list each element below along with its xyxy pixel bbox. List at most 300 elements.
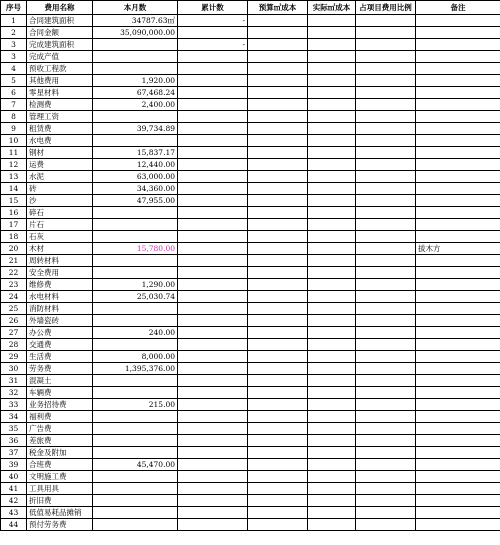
budget-cost-cell[interactable] [248, 315, 308, 327]
cost-ratio-cell[interactable] [356, 123, 416, 135]
actual-cost-cell[interactable] [308, 15, 356, 27]
monthly-amount-cell[interactable]: 45,470.00 [93, 459, 178, 471]
cost-ratio-cell[interactable] [356, 279, 416, 291]
cumulative-cell[interactable] [178, 183, 248, 195]
cost-ratio-cell[interactable] [356, 171, 416, 183]
expense-name-cell[interactable]: 消防材料 [27, 303, 93, 315]
cumulative-cell[interactable] [178, 135, 248, 147]
actual-cost-cell[interactable] [308, 423, 356, 435]
budget-cost-cell[interactable] [248, 195, 308, 207]
remark-cell[interactable] [416, 75, 500, 87]
remark-cell[interactable] [416, 99, 500, 111]
monthly-amount-cell[interactable] [93, 267, 178, 279]
remark-cell[interactable] [416, 279, 500, 291]
remark-cell[interactable] [416, 471, 500, 483]
expense-name-cell[interactable]: 劳务费 [27, 363, 93, 375]
actual-cost-cell[interactable] [308, 39, 356, 51]
cost-ratio-cell[interactable] [356, 435, 416, 447]
monthly-amount-cell[interactable] [93, 303, 178, 315]
monthly-amount-cell[interactable] [93, 315, 178, 327]
cumulative-cell[interactable] [178, 411, 248, 423]
expense-name-cell[interactable]: 维修费 [27, 279, 93, 291]
row-number-cell[interactable]: 27 [1, 327, 27, 339]
monthly-amount-cell[interactable] [93, 495, 178, 507]
cumulative-cell[interactable] [178, 471, 248, 483]
row-number-cell[interactable]: 40 [1, 471, 27, 483]
header-cell[interactable]: 本月数 [93, 1, 178, 15]
cumulative-cell[interactable] [178, 459, 248, 471]
monthly-amount-cell[interactable]: 1,920.00 [93, 75, 178, 87]
actual-cost-cell[interactable] [308, 75, 356, 87]
cumulative-cell[interactable] [178, 123, 248, 135]
monthly-amount-cell[interactable]: 240.00 [93, 327, 178, 339]
remark-cell[interactable] [416, 171, 500, 183]
monthly-amount-cell[interactable]: 8,000.00 [93, 351, 178, 363]
monthly-amount-cell[interactable] [93, 39, 178, 51]
row-number-cell[interactable]: 21 [1, 255, 27, 267]
monthly-amount-cell[interactable] [93, 111, 178, 123]
budget-cost-cell[interactable] [248, 231, 308, 243]
budget-cost-cell[interactable] [248, 135, 308, 147]
remark-cell[interactable] [416, 327, 500, 339]
cost-ratio-cell[interactable] [356, 507, 416, 519]
row-number-cell[interactable]: 13 [1, 171, 27, 183]
budget-cost-cell[interactable] [248, 375, 308, 387]
remark-cell[interactable] [416, 303, 500, 315]
actual-cost-cell[interactable] [308, 87, 356, 99]
monthly-amount-cell[interactable] [93, 519, 178, 531]
expense-name-cell[interactable]: 周转材料 [27, 255, 93, 267]
row-number-cell[interactable]: 3 [1, 51, 27, 63]
monthly-amount-cell[interactable] [93, 411, 178, 423]
monthly-amount-cell[interactable] [93, 135, 178, 147]
cost-ratio-cell[interactable] [356, 399, 416, 411]
cost-ratio-cell[interactable] [356, 255, 416, 267]
monthly-amount-cell[interactable] [93, 483, 178, 495]
cost-ratio-cell[interactable] [356, 447, 416, 459]
monthly-amount-cell[interactable] [93, 375, 178, 387]
row-number-cell[interactable]: 8 [1, 111, 27, 123]
remark-cell[interactable] [416, 87, 500, 99]
cost-ratio-cell[interactable] [356, 243, 416, 255]
actual-cost-cell[interactable] [308, 519, 356, 531]
cumulative-cell[interactable] [178, 63, 248, 75]
row-number-cell[interactable]: 29 [1, 351, 27, 363]
budget-cost-cell[interactable] [248, 267, 308, 279]
monthly-amount-cell[interactable]: 39,734.89 [93, 123, 178, 135]
actual-cost-cell[interactable] [308, 471, 356, 483]
monthly-amount-cell[interactable] [93, 387, 178, 399]
expense-name-cell[interactable]: 沙 [27, 195, 93, 207]
row-number-cell[interactable]: 36 [1, 435, 27, 447]
actual-cost-cell[interactable] [308, 327, 356, 339]
budget-cost-cell[interactable] [248, 111, 308, 123]
expense-name-cell[interactable]: 砖 [27, 183, 93, 195]
monthly-amount-cell[interactable] [93, 435, 178, 447]
actual-cost-cell[interactable] [308, 495, 356, 507]
monthly-amount-cell[interactable]: 34787.63㎡ [93, 15, 178, 27]
cost-ratio-cell[interactable] [356, 99, 416, 111]
cumulative-cell[interactable] [178, 207, 248, 219]
row-number-cell[interactable]: 9 [1, 123, 27, 135]
row-number-cell[interactable]: 43 [1, 507, 27, 519]
cumulative-cell[interactable] [178, 75, 248, 87]
remark-cell[interactable] [416, 351, 500, 363]
row-number-cell[interactable]: 16 [1, 207, 27, 219]
budget-cost-cell[interactable] [248, 255, 308, 267]
expense-name-cell[interactable]: 合同金额 [27, 27, 93, 39]
budget-cost-cell[interactable] [248, 387, 308, 399]
row-number-cell[interactable]: 15 [1, 195, 27, 207]
actual-cost-cell[interactable] [308, 279, 356, 291]
cost-ratio-cell[interactable] [356, 219, 416, 231]
row-number-cell[interactable]: 44 [1, 519, 27, 531]
actual-cost-cell[interactable] [308, 363, 356, 375]
actual-cost-cell[interactable] [308, 387, 356, 399]
budget-cost-cell[interactable] [248, 87, 308, 99]
expense-name-cell[interactable]: 差旅费 [27, 435, 93, 447]
budget-cost-cell[interactable] [248, 423, 308, 435]
expense-name-cell[interactable]: 安全费用 [27, 267, 93, 279]
expense-name-cell[interactable]: 税金及附加 [27, 447, 93, 459]
cost-ratio-cell[interactable] [356, 471, 416, 483]
cumulative-cell[interactable] [178, 387, 248, 399]
remark-cell[interactable] [416, 123, 500, 135]
cumulative-cell[interactable] [178, 399, 248, 411]
cumulative-cell[interactable] [178, 27, 248, 39]
budget-cost-cell[interactable] [248, 15, 308, 27]
actual-cost-cell[interactable] [308, 99, 356, 111]
monthly-amount-cell[interactable]: 63,000.00 [93, 171, 178, 183]
actual-cost-cell[interactable] [308, 459, 356, 471]
cumulative-cell[interactable] [178, 51, 248, 63]
remark-cell[interactable] [416, 519, 500, 531]
budget-cost-cell[interactable] [248, 39, 308, 51]
monthly-amount-cell[interactable]: 34,360.00 [93, 183, 178, 195]
cost-ratio-cell[interactable] [356, 303, 416, 315]
row-number-cell[interactable]: 3 [1, 39, 27, 51]
cost-ratio-cell[interactable] [356, 75, 416, 87]
remark-cell[interactable] [416, 495, 500, 507]
actual-cost-cell[interactable] [308, 195, 356, 207]
expense-name-cell[interactable]: 钢材 [27, 147, 93, 159]
monthly-amount-cell[interactable]: 2,400.00 [93, 99, 178, 111]
budget-cost-cell[interactable] [248, 327, 308, 339]
actual-cost-cell[interactable] [308, 399, 356, 411]
monthly-amount-cell[interactable] [93, 423, 178, 435]
actual-cost-cell[interactable] [308, 63, 356, 75]
expense-name-cell[interactable]: 运费 [27, 159, 93, 171]
budget-cost-cell[interactable] [248, 243, 308, 255]
row-number-cell[interactable]: 32 [1, 387, 27, 399]
actual-cost-cell[interactable] [308, 135, 356, 147]
expense-name-cell[interactable]: 折旧费 [27, 495, 93, 507]
remark-cell[interactable] [416, 435, 500, 447]
expense-name-cell[interactable]: 福利费 [27, 411, 93, 423]
remark-cell[interactable]: 拔木方 [416, 243, 500, 255]
budget-cost-cell[interactable] [248, 447, 308, 459]
cumulative-cell[interactable] [178, 291, 248, 303]
row-number-cell[interactable]: 42 [1, 495, 27, 507]
header-cell[interactable]: 序号 [1, 1, 27, 15]
budget-cost-cell[interactable] [248, 219, 308, 231]
row-number-cell[interactable]: 41 [1, 483, 27, 495]
remark-cell[interactable] [416, 447, 500, 459]
expense-name-cell[interactable]: 水电材料 [27, 291, 93, 303]
budget-cost-cell[interactable] [248, 339, 308, 351]
row-number-cell[interactable]: 11 [1, 147, 27, 159]
cost-ratio-cell[interactable] [356, 327, 416, 339]
actual-cost-cell[interactable] [308, 147, 356, 159]
row-number-cell[interactable]: 17 [1, 219, 27, 231]
expense-name-cell[interactable]: 业务招待费 [27, 399, 93, 411]
actual-cost-cell[interactable] [308, 207, 356, 219]
cumulative-cell[interactable] [178, 315, 248, 327]
budget-cost-cell[interactable] [248, 303, 308, 315]
remark-cell[interactable] [416, 135, 500, 147]
remark-cell[interactable] [416, 63, 500, 75]
remark-cell[interactable] [416, 15, 500, 27]
actual-cost-cell[interactable] [308, 123, 356, 135]
actual-cost-cell[interactable] [308, 483, 356, 495]
remark-cell[interactable] [416, 315, 500, 327]
budget-cost-cell[interactable] [248, 171, 308, 183]
expense-name-cell[interactable]: 石灰 [27, 231, 93, 243]
row-number-cell[interactable]: 31 [1, 375, 27, 387]
budget-cost-cell[interactable] [248, 63, 308, 75]
remark-cell[interactable] [416, 363, 500, 375]
remark-cell[interactable] [416, 219, 500, 231]
expense-name-cell[interactable]: 预付劳务费 [27, 519, 93, 531]
cost-ratio-cell[interactable] [356, 411, 416, 423]
cost-ratio-cell[interactable] [356, 351, 416, 363]
cumulative-cell[interactable] [178, 99, 248, 111]
cost-ratio-cell[interactable] [356, 159, 416, 171]
remark-cell[interactable] [416, 339, 500, 351]
header-cell[interactable]: 累计数 [178, 1, 248, 15]
actual-cost-cell[interactable] [308, 183, 356, 195]
header-cell[interactable]: 费用名称 [27, 1, 93, 15]
actual-cost-cell[interactable] [308, 291, 356, 303]
cost-ratio-cell[interactable] [356, 483, 416, 495]
expense-name-cell[interactable]: 碎石 [27, 207, 93, 219]
cumulative-cell[interactable] [178, 375, 248, 387]
remark-cell[interactable] [416, 267, 500, 279]
cost-ratio-cell[interactable] [356, 459, 416, 471]
actual-cost-cell[interactable] [308, 159, 356, 171]
monthly-amount-cell[interactable] [93, 219, 178, 231]
row-number-cell[interactable]: 18 [1, 231, 27, 243]
expense-name-cell[interactable]: 交通费 [27, 339, 93, 351]
monthly-amount-cell[interactable] [93, 63, 178, 75]
cost-ratio-cell[interactable] [356, 519, 416, 531]
cost-ratio-cell[interactable] [356, 195, 416, 207]
cumulative-cell[interactable] [178, 219, 248, 231]
expense-name-cell[interactable]: 水泥 [27, 171, 93, 183]
actual-cost-cell[interactable] [308, 27, 356, 39]
cumulative-cell[interactable] [178, 495, 248, 507]
actual-cost-cell[interactable] [308, 51, 356, 63]
budget-cost-cell[interactable] [248, 351, 308, 363]
expense-name-cell[interactable]: 水电费 [27, 135, 93, 147]
budget-cost-cell[interactable] [248, 519, 308, 531]
row-number-cell[interactable]: 14 [1, 183, 27, 195]
remark-cell[interactable] [416, 27, 500, 39]
cost-ratio-cell[interactable] [356, 135, 416, 147]
cumulative-cell[interactable] [178, 435, 248, 447]
expense-name-cell[interactable]: 预收工程款 [27, 63, 93, 75]
monthly-amount-cell[interactable] [93, 447, 178, 459]
row-number-cell[interactable]: 33 [1, 399, 27, 411]
monthly-amount-cell[interactable]: 47,955.00 [93, 195, 178, 207]
budget-cost-cell[interactable] [248, 495, 308, 507]
cumulative-cell[interactable]: - [178, 39, 248, 51]
monthly-amount-cell[interactable]: 215.00 [93, 399, 178, 411]
remark-cell[interactable] [416, 195, 500, 207]
row-number-cell[interactable]: 34 [1, 411, 27, 423]
cost-ratio-cell[interactable] [356, 183, 416, 195]
budget-cost-cell[interactable] [248, 411, 308, 423]
cost-ratio-cell[interactable] [356, 87, 416, 99]
cumulative-cell[interactable] [178, 111, 248, 123]
cumulative-cell[interactable] [178, 159, 248, 171]
expense-name-cell[interactable]: 片石 [27, 219, 93, 231]
cost-ratio-cell[interactable] [356, 267, 416, 279]
cumulative-cell[interactable] [178, 423, 248, 435]
monthly-amount-cell[interactable] [93, 255, 178, 267]
monthly-amount-cell[interactable] [93, 231, 178, 243]
monthly-amount-cell[interactable]: 35,090,000.00 [93, 27, 178, 39]
monthly-amount-cell[interactable] [93, 339, 178, 351]
expense-name-cell[interactable]: 其他费用 [27, 75, 93, 87]
budget-cost-cell[interactable] [248, 123, 308, 135]
expense-name-cell[interactable]: 合班费 [27, 459, 93, 471]
actual-cost-cell[interactable] [308, 435, 356, 447]
actual-cost-cell[interactable] [308, 351, 356, 363]
remark-cell[interactable] [416, 375, 500, 387]
cumulative-cell[interactable] [178, 519, 248, 531]
monthly-amount-cell[interactable]: 67,468.24 [93, 87, 178, 99]
monthly-amount-cell[interactable]: 1,395,376.00 [93, 363, 178, 375]
cost-ratio-cell[interactable] [356, 291, 416, 303]
header-cell[interactable]: 备注 [416, 1, 500, 15]
remark-cell[interactable] [416, 507, 500, 519]
row-number-cell[interactable]: 4 [1, 63, 27, 75]
cumulative-cell[interactable] [178, 195, 248, 207]
cost-ratio-cell[interactable] [356, 207, 416, 219]
actual-cost-cell[interactable] [308, 111, 356, 123]
expense-name-cell[interactable]: 外墙瓷砖 [27, 315, 93, 327]
cumulative-cell[interactable] [178, 351, 248, 363]
cost-ratio-cell[interactable] [356, 111, 416, 123]
actual-cost-cell[interactable] [308, 447, 356, 459]
row-number-cell[interactable]: 24 [1, 291, 27, 303]
cumulative-cell[interactable] [178, 255, 248, 267]
cost-ratio-cell[interactable] [356, 495, 416, 507]
cost-ratio-cell[interactable] [356, 339, 416, 351]
header-cell[interactable]: 预算㎡成本 [248, 1, 308, 15]
remark-cell[interactable] [416, 255, 500, 267]
expense-name-cell[interactable]: 生活费 [27, 351, 93, 363]
row-number-cell[interactable]: 20 [1, 243, 27, 255]
budget-cost-cell[interactable] [248, 99, 308, 111]
cumulative-cell[interactable] [178, 231, 248, 243]
monthly-amount-cell[interactable] [93, 471, 178, 483]
monthly-amount-cell[interactable]: 12,440.00 [93, 159, 178, 171]
monthly-amount-cell[interactable]: 25,030.74 [93, 291, 178, 303]
row-number-cell[interactable]: 2 [1, 27, 27, 39]
actual-cost-cell[interactable] [308, 303, 356, 315]
row-number-cell[interactable]: 12 [1, 159, 27, 171]
budget-cost-cell[interactable] [248, 75, 308, 87]
cumulative-cell[interactable] [178, 279, 248, 291]
expense-name-cell[interactable]: 租赁费 [27, 123, 93, 135]
actual-cost-cell[interactable] [308, 231, 356, 243]
cost-ratio-cell[interactable] [356, 63, 416, 75]
row-number-cell[interactable]: 10 [1, 135, 27, 147]
remark-cell[interactable] [416, 411, 500, 423]
expense-name-cell[interactable]: 检测费 [27, 99, 93, 111]
cumulative-cell[interactable] [178, 363, 248, 375]
actual-cost-cell[interactable] [308, 255, 356, 267]
cost-ratio-cell[interactable] [356, 231, 416, 243]
cost-ratio-cell[interactable] [356, 423, 416, 435]
budget-cost-cell[interactable] [248, 435, 308, 447]
remark-cell[interactable] [416, 183, 500, 195]
actual-cost-cell[interactable] [308, 411, 356, 423]
cost-ratio-cell[interactable] [356, 51, 416, 63]
cumulative-cell[interactable] [178, 147, 248, 159]
cost-ratio-cell[interactable] [356, 147, 416, 159]
actual-cost-cell[interactable] [308, 243, 356, 255]
row-number-cell[interactable]: 30 [1, 363, 27, 375]
budget-cost-cell[interactable] [248, 183, 308, 195]
expense-name-cell[interactable]: 工具用具 [27, 483, 93, 495]
remark-cell[interactable] [416, 231, 500, 243]
remark-cell[interactable] [416, 111, 500, 123]
budget-cost-cell[interactable] [248, 399, 308, 411]
remark-cell[interactable] [416, 51, 500, 63]
cost-ratio-cell[interactable] [356, 39, 416, 51]
row-number-cell[interactable]: 28 [1, 339, 27, 351]
remark-cell[interactable] [416, 159, 500, 171]
cumulative-cell[interactable] [178, 507, 248, 519]
actual-cost-cell[interactable] [308, 171, 356, 183]
remark-cell[interactable] [416, 207, 500, 219]
expense-name-cell[interactable]: 完成建筑面积 [27, 39, 93, 51]
budget-cost-cell[interactable] [248, 471, 308, 483]
remark-cell[interactable] [416, 459, 500, 471]
cumulative-cell[interactable] [178, 339, 248, 351]
cost-ratio-cell[interactable] [356, 375, 416, 387]
remark-cell[interactable] [416, 291, 500, 303]
expense-name-cell[interactable]: 文明施工费 [27, 471, 93, 483]
header-cell[interactable]: 实际㎡成本 [308, 1, 356, 15]
cost-ratio-cell[interactable] [356, 27, 416, 39]
expense-name-cell[interactable]: 完成产值 [27, 51, 93, 63]
actual-cost-cell[interactable] [308, 267, 356, 279]
row-number-cell[interactable]: 5 [1, 75, 27, 87]
cumulative-cell[interactable] [178, 447, 248, 459]
expense-name-cell[interactable]: 管理工资 [27, 111, 93, 123]
cost-ratio-cell[interactable] [356, 15, 416, 27]
cumulative-cell[interactable] [178, 483, 248, 495]
cumulative-cell[interactable] [178, 87, 248, 99]
expense-name-cell[interactable]: 车辆费 [27, 387, 93, 399]
budget-cost-cell[interactable] [248, 279, 308, 291]
row-number-cell[interactable]: 25 [1, 303, 27, 315]
expense-name-cell[interactable]: 广告费 [27, 423, 93, 435]
